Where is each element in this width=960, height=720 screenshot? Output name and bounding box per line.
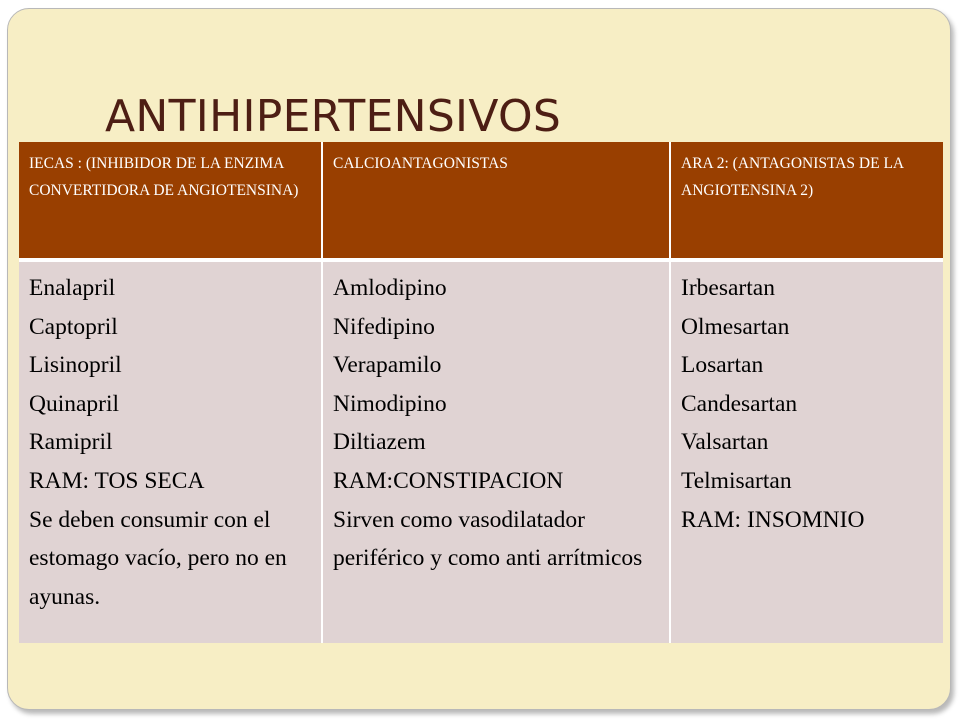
header-calcioantagonistas-text: CALCIOANTAGONISTAS xyxy=(333,155,508,172)
drug-nifedipino: Nifedipino xyxy=(333,313,435,340)
drug-verapamilo: Verapamilo xyxy=(333,352,442,379)
cell-calcioantagonistas-drugs xyxy=(322,260,670,643)
drug-amlodipino: Amlodipino xyxy=(333,275,447,301)
drug-losartan: Losartan xyxy=(681,352,764,379)
iecas-note: Se deben consumir con el estomago vacío, pero no en ayunas. xyxy=(29,506,287,610)
cell-iecas-drugs xyxy=(19,260,322,643)
table-header-row xyxy=(19,142,943,260)
drug-lisinopril: Lisinopril xyxy=(29,352,122,379)
drug-irbesartan: Irbesartan xyxy=(681,275,775,301)
drug-captopril: Captopril xyxy=(29,313,118,340)
header-iecas-text: IECAS : (INHIBIDOR DE LA ENZIMA CONVERTIDORA DE ANGIOTENSINA) xyxy=(29,155,299,199)
calcioantagonistas-note: Sirven como vasodilatador periférico y como anti arrítmicos xyxy=(333,506,643,572)
drug-valsartan: Valsartan xyxy=(681,429,769,456)
calcioantagonistas-adverse-reaction: RAM:CONSTIPACION xyxy=(333,467,564,494)
drug-diltiazem: Diltiazem xyxy=(333,429,426,456)
drug-enalapril: Enalapril xyxy=(29,275,116,301)
header-iecas xyxy=(19,142,322,260)
drug-nimodipino: Nimodipino xyxy=(333,390,447,417)
drug-ramipril: Ramipril xyxy=(29,429,113,456)
slide-title: ANTIHIPERTENSIVOS xyxy=(105,91,562,142)
drug-olmesartan: Olmesartan xyxy=(681,313,790,340)
iecas-adverse-reaction: RAM: TOS SECA xyxy=(29,467,205,494)
drug-candesartan: Candesartan xyxy=(681,390,798,417)
ara2-adverse-reaction: RAM: INSOMNIO xyxy=(681,506,865,533)
header-calcioantagonistas xyxy=(322,142,670,260)
drug-quinapril: Quinapril xyxy=(29,390,120,417)
header-ara2 xyxy=(670,142,943,260)
slide xyxy=(7,8,951,710)
table-row xyxy=(19,260,943,643)
cell-ara2-drugs xyxy=(670,260,943,643)
antihypertensives-table xyxy=(19,142,943,643)
header-ara2-text: ARA 2: (ANTAGONISTAS DE LA ANGIOTENSINA 2) xyxy=(681,155,904,199)
drug-telmisartan: Telmisartan xyxy=(681,467,792,494)
